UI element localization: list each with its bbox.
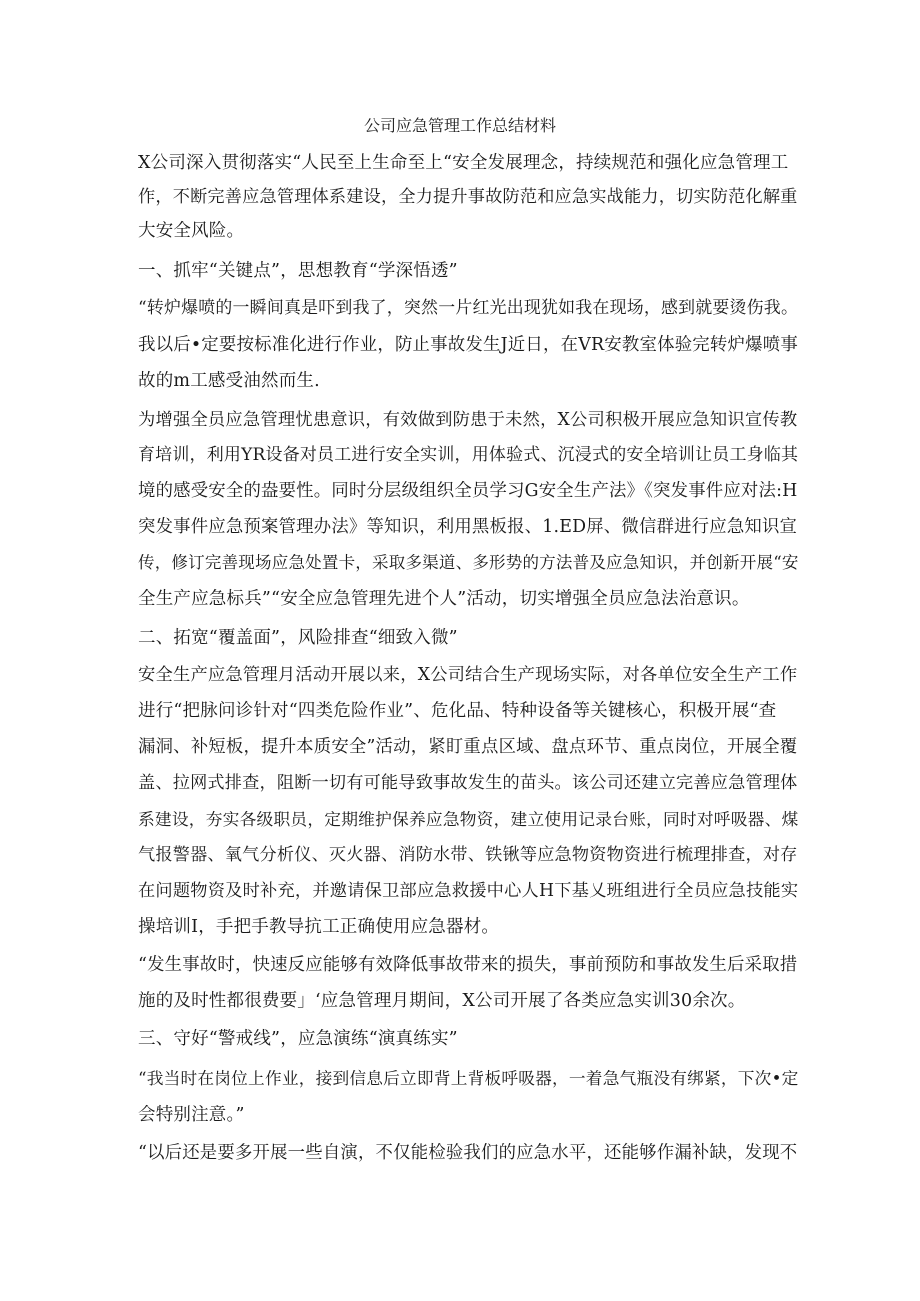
paragraph-line: 我以后•定要按标准化进行作业，防止事故发生J近日，在VR安教室体验完转炉爆喷事	[138, 335, 798, 355]
paragraph-line: 操培训I，手把手教导抗工正确使用应急器材。	[138, 917, 500, 937]
paragraph-line: 全生产应急标兵”“安全应急管理先进个人”活动，切实增强全员应急法治意识。	[138, 589, 750, 609]
paragraph-line: 突发事件应急预案管理办法》等知识，利用黑板报、1.ED屏、微信群进行应急知识宣	[138, 517, 798, 537]
paragraph-line: 系建设，夯实各级职员，定期维护保养应急物资，建立使用记录台账，同时对呼吸器、煤	[138, 809, 799, 829]
paragraph-line: “转炉爆喷的一瞬间真是吓到我了，突然一片红光出现犹如我在现场，感到就要烫伤我。	[138, 297, 799, 317]
paragraph-line: “发生事故时，快速反应能够有效降低事故带来的损失，事前预防和事故发生后采取措	[138, 955, 798, 975]
paragraph-line: 为增强全员应急管理忧患意识，有效做到防患于未然，X公司积极开展应急知识宣传教	[138, 410, 798, 430]
paragraph-line: 故的m工感受油然而生.	[138, 371, 320, 391]
paragraph-line: 在问题物资及时补充，并邀请保卫部应急救援中心人H下基乂班组进行全员应急技能实	[138, 881, 799, 901]
paragraph-line: 大安全风险。	[138, 221, 245, 241]
paragraph-line: “我当时在岗位上作业，接到信息后立即背上背板呼吸器，一着急气瓶没有绑紧，下次•定	[138, 1069, 799, 1088]
paragraph-line: 施的及时性都很费要」‘应急管理月期间，X公司开展了各类应急实训30余次。	[138, 991, 746, 1011]
paragraph-line: X公司深入贯彻落实“人民至上生命至上“安全发展理念，持续规范和强化应急管理工	[138, 153, 789, 173]
paragraph-line: “以后还是要多开展一些自演，不仅能检验我们的应急水平，还能够作漏补缺，发现不	[138, 1143, 798, 1163]
paragraph-line: 气报警器、氧气分析仪、灭火器、消防水带、铁锹等应急物资物资进行梳理排查，对存	[138, 845, 798, 865]
section-heading: 二、拓宽“覆盖面”，风险排查“细致入微”	[138, 628, 458, 648]
paragraph-line: 漏洞、补短板，提升本质安全”活动，紧盯重点区域、盘点环节、重点岗位，开展全覆	[138, 737, 798, 757]
paragraph-line: 传，修订完善现场应急处置卡，采取多渠道、多形势的方法普及应急知识，并创新开展“安	[138, 553, 799, 572]
section-heading: 一、抓牢“关键点”，思想教育“学深悟透”	[138, 261, 458, 281]
paragraph-line: 作，不断完善应急管理体系建设，全力提升事故防范和应急实战能力，切实防范化解重	[138, 187, 798, 207]
section-heading: 三、守好“警戒线”，应急演练“演真练实”	[138, 1029, 458, 1049]
document-title: 公司应急管理工作总结材料	[363, 116, 556, 135]
paragraph-line: 安全生产应急管理月活动开展以来，X公司结合生产现场实际，对各单位安全生产工作	[138, 665, 798, 685]
paragraph-line: 育培训，利用YR设备对员工进行安全实训，用体验式、沉浸式的安全培训让员工身临其	[138, 445, 799, 465]
paragraph-line: 盖、拉网式排查，阻断一切有可能导致事故发生的苗头。该公司还建立完善应急管理体	[138, 773, 798, 793]
paragraph-line: 会特别注意。”	[138, 1105, 245, 1125]
paragraph-line: 境的感受安全的盎要性。同时分层级组织全员学习G安全生产法》《突发事件应对法:H	[138, 481, 798, 501]
paragraph-line: 进行“把脉问诊针对“四类危险作业”、危化品、特种设备等关键核心，积极开展“查	[138, 701, 777, 721]
